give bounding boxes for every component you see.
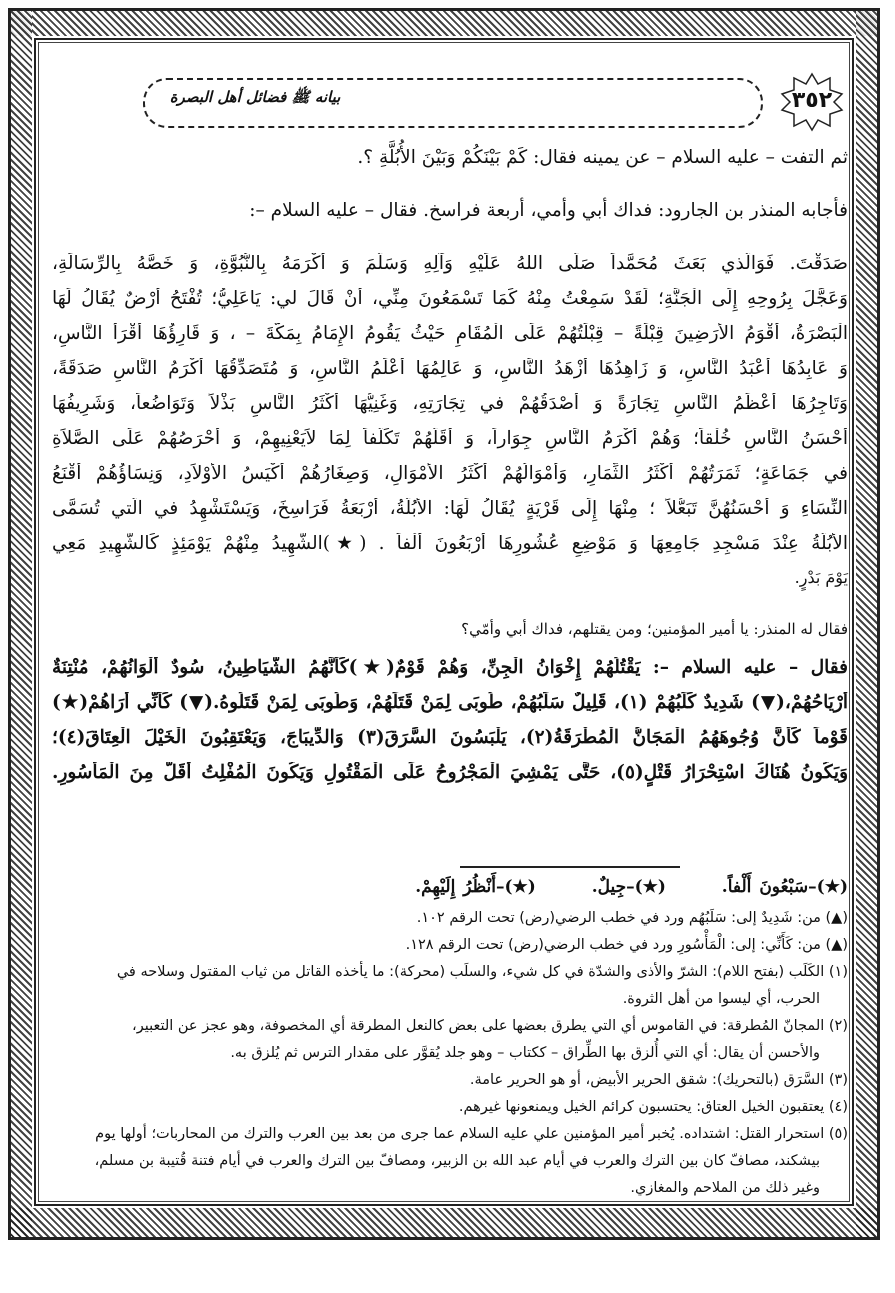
text-line: أَحْسَنُ النَّاسِ خُلْقاً؛ وَهُمْ أَكْرَمُ النَّاسِ جِوَاراً، وَ أَقَلُّهُمْ تَكَلُّفاً لِمَا لاَيَعْنِيهِمْ، وَ أَحْرَصُهُمْ عَلَى الصَّلاَةِ <box>52 428 848 449</box>
footnote-line: (▲) من: كَأَنِّي: إلى: الْمَأْسُورِ ورد في خطب الرضي(رض) تحت الرقم ١٢٨. <box>405 937 848 953</box>
text-line: فقال – عليه السلام –: يَقْتُلُهُمْ إِخْوَانُ الْجِنِّ، وَهُمْ قَوْمٌ(★)كَأَنَّهُمُ الشَّيَاطِينُ، سُودٌ أَلْوَانُهُمْ، مُنْتِنَةٌ <box>52 657 848 678</box>
text-line: النِّسَاءِ وَ أَحْسَنُهُنَّ تَبَعُّلاً ؛ مِنْهَا إِلَى قَرْيَةٍ يُقَالُ لَهَا: الأُبُلَّةُ، أَرْبَعَةُ فَرَاسِخَ، وَيَسْتَشْهِدُ في الَّتي تُسَمَّى <box>52 498 848 519</box>
text-line: في جَمَاعَةٍ؛ ثَمَرَتُهُمْ أَكْثَرُ الثِّمَارِ، وَأَمْوَالُهُمْ أَكْثَرُ الأَمْوَالِ، وَصِغَارُهُمْ أَكْيَسُ الأَوْلاَدِ، وَنِسَاؤُهُمْ أَقْنَعُ <box>52 463 848 484</box>
text-line: فقال له المنذر: يا أمير المؤمنين؛ ومن يقتلهم، فداك أبي وأمّي؟ <box>461 620 848 638</box>
text-line: الْبَصْرَةُ، أَقْوَمُ الأَرَضِينَ قِبْلَةً – قِبْلَتُهُمْ عَلَى الْمُقَامِ حَيْثُ يَقُومُ الإِمَامُ بِمَكَّةَ – ، وَ قَارِؤُهَا أَقْرَأُ النَّاسِ، <box>52 323 848 344</box>
text-line: الأُبُلَّةُ عِنْدَ مَسْجِدِ جَامِعِهَا وَ مَوْضِعِ عُشُورِهَا أَرْبَعُونَ أَلْفاً . (★)الشَّهِيدُ مِنْهُمْ يَوْمَئِذٍ كَالشَّهِيدِ مَعِي <box>52 533 848 554</box>
footnote-line: والأحسن أن يقال: أي التي أُلزق بها الطِّراق – ككتاب – وهو جلد يُقوَّر على مقدار الترس ثم يُلزق به. <box>230 1045 820 1061</box>
variant-reading: (★)–أَنْظُرُ إِلَيْهِمْ. <box>415 877 536 897</box>
footnote-line: (٥) استحرار القتل: اشتداده. يُخبر أمير المؤمنين علي عليه السلام عما جرى من بعد بين العرب والترك من المحاربات؛ أولها يوم <box>95 1126 848 1142</box>
footnote-line: (١) الكَلَب (بفتح اللام): الشرّ والأذى والشدّة في كل شيء، والسلَب (محركة): ما يأخذه القاتل من ثياب المقتول وسلاحه في <box>116 964 848 980</box>
text-line: وَتَاجِرُهَا أَعْظَمُ النَّاسِ تِجَارَةً وَ أَصْدَقُهُمْ في تِجَارَتِهِ، وَغَنِيُّهَا أَكْثَرُ النَّاسِ بَذْلاً وَتَوَاضُعاً، وَشَرِيفُهَا <box>52 393 848 414</box>
text-line: أَرْيَاحُهُمْ،(▼) شَدِيدٌ كَلَبُهُمْ (١)، قَلِيلٌ سَلَبُهُمْ، طُوبَى لِمَنْ قَتَلَهُمْ، وَطُوبَى لِمَنْ قَتَلُوهُ.(▼) كَأَنِّي أَرَاهُمْ(★) <box>52 692 848 713</box>
text-line: وَيَكُونُ هُنَاكَ اسْتِحْرَارُ قَتْلٍ(٥)، حَتَّى يَمْشِيَ الْمَجْرُوحُ عَلَى الْمَقْتُولِ وَيَكُونَ الْمُفْلِتُ أَقَلَّ مِنَ الْمَأْسُورِ. <box>52 762 848 783</box>
footnote-separator <box>460 866 680 868</box>
variant-readings <box>52 877 848 897</box>
footnote-line: الحرب، أي ليسوا من أهل الثروة. <box>622 991 820 1007</box>
page-number: ٣٥٢ <box>791 88 833 113</box>
footnote-line: (▲) من: شَدِيدٌ إلى: سَلَبُهُم ورد في خطب الرضي(رض) تحت الرقم ١٠٢. <box>416 910 848 926</box>
footnote-line: (٢) المجانّ المُطرقة: في القاموس أي التي يطرق بعضها على بعض كالنعل المطرقة أي المخصوفة، وهو عجز عن التعبير، <box>132 1018 848 1034</box>
text-line: صَدَقْتَ. فَوَالَّذي بَعَثَ مُحَمَّداً صَلَّى اللهُ عَلَيْهِ وَآلِهِ وَسَلَّمَ وَ أَكْرَمَهُ بِالنُّبُوَّةِ، وَ خَصَّهُ بِالرِّسَالَةِ، <box>52 253 848 274</box>
text-line: وَعَجَّلَ بِرُوحِهِ إِلَى الْجَنَّةِ؛ لَقَدْ سَمِعْتُ مِنْهُ كَمَا تَسْمَعُونَ مِنِّي، أَنْ قَالَ لي: يَاعَلِيُّ؛ تُفْتَحُ أَرْضٌ يُقَالُ لَهَا <box>52 288 848 309</box>
text-line: فأجابه المنذر بن الجارود: فداك أبي وأمي، أربعة فراسخ. فقال – عليه السلام –: <box>249 200 848 221</box>
text-line: ثم التفت – عليه السلام – عن يمينه فقال: كَمْ بَيْنَكُمْ وَبَيْنَ الأُبُلَّةِ ؟. <box>357 147 848 168</box>
variant-reading: (★)–جِيلٌ. <box>591 877 666 897</box>
text-line: قَوْماً كَأَنَّ وُجُوهَهُمُ الْمَجَانُّ الْمُطْرَقَةُ(٢)، يَلْبَسُونَ السَّرَقَ(٣) وَالدِّيبَاجَ، وَيَعْتَقِبُونَ الْخَيْلَ الْعِتَاقَ(٤)؛ <box>52 727 848 748</box>
running-title: بيانه ﷺ فضائل أهل البصرة <box>169 88 341 106</box>
footnote-line: (٤) يعتقبون الخيل العتاق: يحتسبون كرائم الخيل ويمنعونها غيرهم. <box>458 1099 848 1115</box>
text-line: وَ عَابِدُهَا أَعْبَدُ النَّاسِ، وَ زَاهِدُهَا أَزْهَدُ النَّاسِ، وَ عَالِمُهَا أَعْلَمُ النَّاسِ، وَ مُتَصَدِّقُهَا أَكْرَمُ النَّاسِ صَدَقَةً، <box>52 358 848 379</box>
text-line: يَوْمَ بَدْرٍ. <box>794 568 848 587</box>
variant-reading: (★)–سَبْعُونَ أَلْفاً. <box>721 877 848 897</box>
footnote-line: وغير ذلك من الملاحم والمغازي. <box>630 1180 820 1196</box>
footnote-line: (٣) السَّرَق (بالتحريك): شقق الحرير الأبيض، أو هو الحرير عامة. <box>469 1072 848 1088</box>
footnote-line: بيشكند، مصافّ كان بين الترك والعرب في أيام عبد الله بن الزبير، ومصافّ بين الترك والعرب في أيام فتنة قُتيبة بن مسلم، <box>94 1153 820 1169</box>
